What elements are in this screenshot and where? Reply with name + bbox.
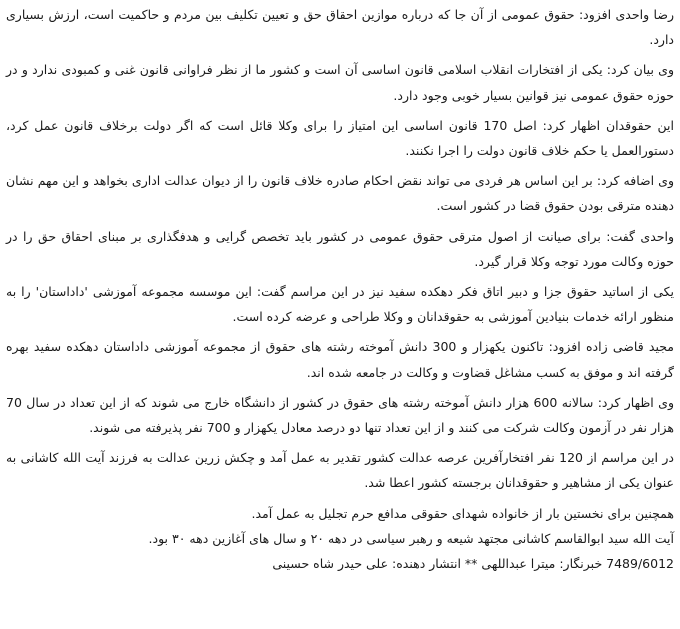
article-footer: 7489/6012 خبرنگار: میترا عبداللهی ** انتشار دهنده: علی حیدر شاه حسینی <box>272 556 674 572</box>
paragraph-11: آیت الله سید ابوالقاسم کاشانی مجتهد شیعه و رهبر سیاسی در دهه ۲۰ و سال های آغازین دهه ۳۰ بود. <box>148 530 674 546</box>
paragraph-2: وی بیان کرد: یکی از افتخارات انقلاب اسلامی قانون اساسی آن است و کشور ما از نظر فراوانی قانون غنی و کمبودی ندارد و در حوزه حقوق عمومی نیز قوانین بسیار خوبی وجود دارد. <box>6 62 674 103</box>
paragraph-10: همچنین برای نخستین بار از خانواده شهدای حقوقی مدافع حرم تجلیل به عمل آمد. <box>251 505 674 521</box>
paragraph-3: این حقوقدان اظهار کرد: اصل 170 قانون اساسی این امتیاز را برای وکلا قائل است که اگر دولت برخلاف قانون عمل کرد، دستورالعمل یا حکم خلاف قانون دولت را اجرا نکنند. <box>6 117 674 159</box>
paragraph-1: رضا واحدی افزود: حقوق عمومی از آن جا که درباره موازین احقاق حق و تعیین تکلیف بین مردم و حاکمیت است، ارزش بسیاری دارد. <box>6 7 674 48</box>
paragraph-9: در این مراسم از 120 نفر افتخارآفرین عرصه عدالت کشور تقدیر به عمل آمد و چکش زرین عدالت به فرزند آیت الله کاشانی به عنوان یکی از مشاهیر و حقوقدانان برجسته کشور اعطا شد. <box>6 450 674 491</box>
paragraph-4: وی اضافه کرد: بر این اساس هر فردی می تواند نقض احکام صادره خلاف قانون را از دیوان عدالت اداری بخواهد و این مهم نشان دهنده مترقی بودن حقوق قضا در کشور است. <box>6 173 674 214</box>
paragraph-5: واحدی گفت: برای صیانت از اصول مترقی حقوق عمومی در کشور باید تخصص گرایی و هدفگذاری بر مبنای احقاق حق را در حوزه وکالت مورد توجه وکلا قرار گیرد. <box>6 228 674 269</box>
paragraph-8: وی اظهار کرد: سالانه 600 هزار دانش آموخته رشته های حقوق در کشور از دانشگاه خارج می شوند که از این تعداد در سال 70 هزار نفر در آزمون وکالت شرکت می کنند و از این تعداد تنها دو درصد معادل یکهزار و 700 نفر پذیرفته می شوند. <box>6 394 674 436</box>
paragraph-6: یکی از اساتید حقوق جزا و دبیر اتاق فکر دهکده سفید نیز در این مراسم گفت: این موسسه مجموعه آموزشی 'داداستان' را به منظور ارائه خدمات بنیادین آموزشی به حقوقدانان و وکلا طراحی و عرضه کرده است. <box>6 284 674 325</box>
paragraph-7: مجید قاضی زاده افزود: تاکنون یکهزار و 300 دانش آموخته رشته های حقوق از مجموعه آموزشی داداستان دهکده سفید بهره گرفته اند و موفق به کسب مشاغل قضاوت و وکالت در جامعه شده اند. <box>6 339 675 380</box>
